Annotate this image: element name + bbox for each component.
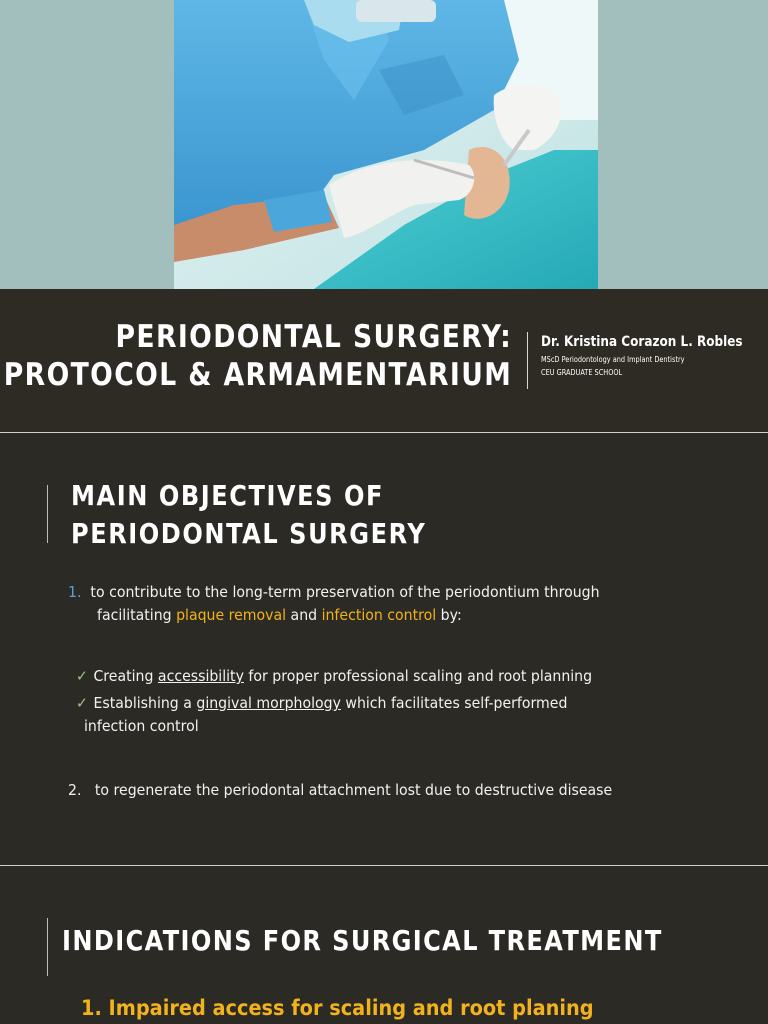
objectives-heading-line-2: PERIODONTAL SURGERY (71, 517, 427, 550)
objective-1-number: 1. (68, 583, 82, 601)
highlight-plaque-removal: plaque removal (176, 606, 287, 624)
sub-bullet-2-continuation: infection control (84, 717, 199, 735)
heading-accent-bar (47, 485, 48, 543)
objective-2-text: to regenerate the periodontal attachment lost due to destructive disease (94, 781, 613, 799)
objective-1-suffix: by: (436, 606, 462, 624)
presentation-title (0, 318, 512, 394)
author-school: CEU GRADUATE SCHOOL (541, 368, 623, 377)
sub-bullet-1-pre: Creating (93, 667, 158, 685)
sub-bullet-1 (76, 665, 592, 688)
sub-bullet-2-post: which facilitates self-performed (340, 694, 568, 712)
dentist-photo (174, 0, 598, 289)
check-icon: ✓ (76, 694, 88, 712)
objectives-slide (0, 433, 768, 865)
title-slide (0, 0, 768, 432)
indications-heading: INDICATIONS FOR SURGICAL TREATMENT (62, 924, 663, 957)
title-line-1: PERIODONTAL SURGERY: (115, 319, 512, 355)
underlined-gingival-morphology: gingival morphology (196, 694, 341, 712)
check-icon: ✓ (76, 667, 88, 685)
objective-1-line-1 (68, 581, 600, 604)
sub-bullet-2 (76, 692, 567, 715)
objective-1-conjunction: and (286, 606, 322, 624)
title-divider (527, 332, 528, 389)
author-credential: MScD Periodontology and Implant Dentistry (541, 355, 685, 364)
indications-slide (0, 866, 768, 1024)
author-block (541, 334, 768, 377)
sub-bullet-2-pre: Establishing a (93, 694, 197, 712)
underlined-accessibility: accessibility (157, 667, 244, 685)
sub-bullet-1-post: for proper professional scaling and root planning (243, 667, 593, 685)
objective-1-text-cont: facilitating (97, 606, 177, 624)
heading-accent-bar (47, 918, 48, 976)
objectives-heading-line-1: MAIN OBJECTIVES OF (71, 479, 384, 512)
objectives-heading (71, 477, 426, 553)
dentist-photo-icon (174, 0, 598, 289)
objective-1-line-2 (97, 604, 462, 627)
objective-1-text: to contribute to the long-term preservation of the periodontium through (90, 583, 600, 601)
objective-2 (68, 779, 612, 802)
indication-item-1: 1. Impaired access for scaling and root planing (81, 996, 594, 1020)
author-name: Dr. Kristina Corazon L. Robles (541, 334, 743, 350)
title-line-2: PROTOCOL & ARMAMENTARIUM (3, 357, 512, 393)
highlight-infection-control: infection control (321, 606, 437, 624)
objective-2-number: 2. (68, 781, 82, 799)
